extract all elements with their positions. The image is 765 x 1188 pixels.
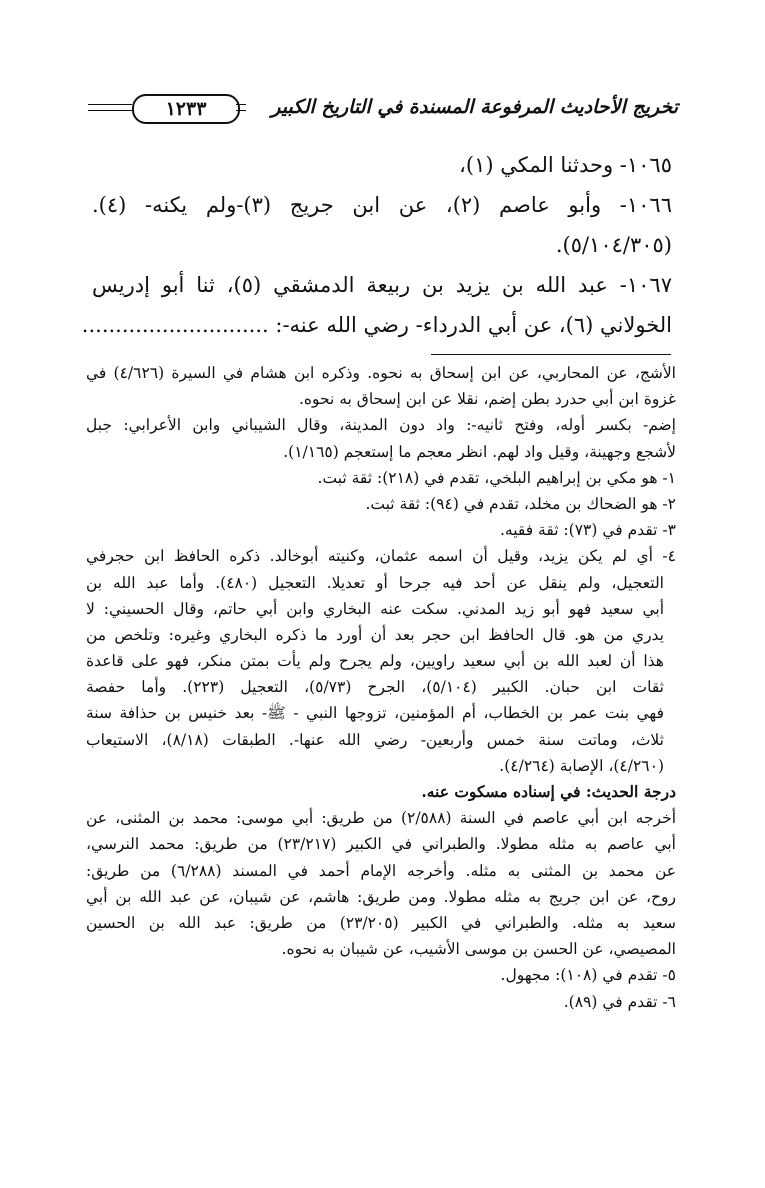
main-line: (٥/١٠٤/٣٠٥). [555,233,672,257]
footnote-line: يدري من هو. قال الحافظ ابن حجر بعد أن أورد ما ذكره البخاري وغيره: وتلخص من [86,625,664,644]
footnote-line: عن محمد بن المثنى به مثله. وأخرجه الإمام أحمد في المسند (٦/٢٨٨) من طريق: [86,861,676,880]
main-line: ١٠٦٥- وحدثنا المكي (١)، [459,153,672,177]
footnote-separator [431,354,671,355]
footnote-line: ٢- هو الضحاك بن مخلد، تقدم في (٩٤): ثقة ثبت. [365,494,676,513]
footnote-line: ١- هو مكي بن إبراهيم البلخي، تقدم في (٢١٨): ثقة ثبت. [317,468,676,487]
footnote-line: ٥- تقدم في (١٠٨): مجهول. [500,966,676,985]
footnote-line: (٤/٢٦٠)، الإصابة (٤/٢٦٤). [499,756,664,775]
main-line: ١٠٦٦- وأبو عاصم (٢)، عن ابن جريج (٣)-ولم يكنه- (٤). [92,193,672,217]
footnote-line: ٤- أي لم يكن يزيد، وقيل أن اسمه عثمان، وكنيته أبوخالد. ذكره الحافظ ابن حجرفي [86,547,676,566]
footnote-line: ٦- تقدم في (٨٩). [563,992,676,1011]
header-rule [88,104,132,105]
footnote-line: أخرجه ابن أبي عاصم في السنة (٢/٥٨٨) من طريق: أبي موسى: محمد بن المثنى، عن [86,809,676,828]
header-rule [236,104,246,105]
page-header [88,92,678,132]
footnote-line: ثلاث، وماتت سنة خمس وأربعين- رضي الله عنها-. الطبقات (٨/١٨)، الاستيعاب [86,730,664,749]
footnote-line: المصيصي، عن الحسن بن موسى الأشيب، عن شيبان به نحوه. [281,940,676,959]
footnotes [86,360,676,1015]
footnote-line: لأشجع وجهينة، وقيل واد لهم. انظر معجم ما إستعجم (١/١٦٥). [283,442,676,461]
footnote-line: التعجيل، ولم ينقل عن أحد فيه جرحا أو تعديلا. التعجيل (٤٨٠). وأما عبد الله بن [86,573,664,592]
footnote-line: روح، عن ابن جريج به مثله مطولا. ومن طريق: هاشم، عن شيبان، عن عبد الله بن أبي [86,887,676,906]
main-line: ١٠٦٧- عبد الله بن يزيد بن ربيعة الدمشقي (٥)، ثنا أبو إدريس [92,273,672,297]
footnote-line: هذا أن لعبد الله بن أبي سعيد راويين، ولم يجرح ولم يأت بمتن منكر، فهو على قاعدة [86,652,664,671]
footnote-line: إضم- بكسر أوله، وفتح ثانيه-: واد دون المدينة، وقال الشيباني وابن الأعرابي: جبل [86,416,676,435]
main-line: الخولاني (٦)، عن أبي الدرداء- رضي الله عنه-: ............................ [81,313,672,337]
footnote-line: ثقات ابن حبان. الكبير (٥/١٠٤)، الجرح (٥/٧٣)، التعجيل (٢٢٣). وأما حفصة [86,678,664,697]
footnote-line: أبي عاصم به مثله مطولا. والطبراني في الكبير (٢٣/٢١٧) من طريق: محمد النرسي، [86,835,676,854]
page-number: ١٢٣٣ [132,94,240,124]
hadith-grade-heading: درجة الحديث: في إسناده مسكوت عنه. [421,782,676,801]
footnote-line: سعيد به مثله. والطبراني في الكبير (٢٣/٢٠٥) من طريق: عبد الله بن الحسين [86,913,676,932]
header-rule [88,110,132,111]
header-rule [236,110,246,111]
footnote-line: أبي سعيد فهو أبو زيد المدني. سكت عنه البخاري وابن أبي حاتم، وقال الحسيني: لا [86,599,664,618]
footnote-line: فهي بنت عمر بن الخطاب، أم المؤمنين، تزوجها النبي - ﷺ- بعد خنيس بن حذافة سنة [86,704,664,723]
footnote-line: ٣- تقدم في (٧٣): ثقة فقيه. [499,521,676,540]
main-text [81,145,672,345]
footnote-line: غزوة ابن أبي حدرد بطن إضم، نقلا عن ابن إسحاق به نحوه. [298,390,676,409]
footnote-line: الأشج، عن المحاربي، عن ابن إسحاق به نحوه. وذكره ابن هشام في السيرة (٤/٦٢٦) في [86,364,676,382]
running-title: تخريج الأحاديث المرفوعة المسندة في التاريخ الكبير [271,96,678,118]
